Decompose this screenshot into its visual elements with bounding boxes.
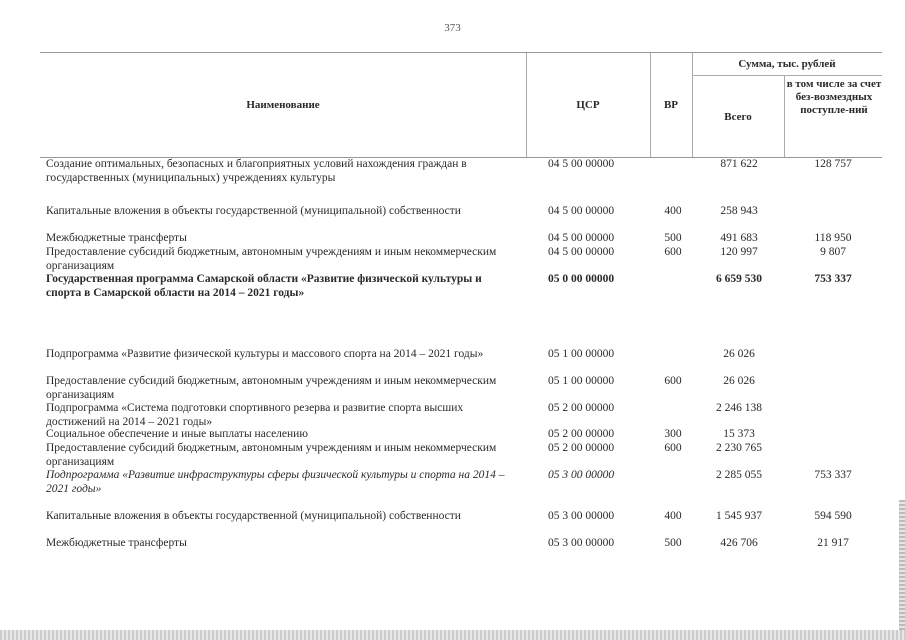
- row-csr: 05 1 00 00000: [548, 375, 615, 387]
- header-name: Наименование: [246, 99, 320, 111]
- row-total: 2 285 055: [716, 469, 762, 481]
- row-name: Межбюджетные трансферты: [46, 232, 187, 244]
- row-name: Подпрограмма «Развитие физической культуры и массового спорта на 2014 – 2021 годы»: [46, 348, 484, 360]
- row-total: 15 373: [723, 428, 755, 440]
- row-vr: 400: [664, 510, 682, 522]
- row-csr: 05 3 00 00000: [548, 469, 615, 481]
- row-bezv: 9 807: [820, 246, 846, 258]
- row-vr: 500: [664, 537, 682, 549]
- row-vr: 600: [664, 375, 682, 387]
- row-name: Социальное обеспечение и иные выплаты населению: [46, 428, 308, 440]
- row-name: Капитальные вложения в объекты государственной (муниципальной) собственности: [46, 510, 461, 522]
- row-name: Предоставление субсидий бюджетным, автономным учреждениям и иным некоммерческим организациям: [46, 246, 497, 272]
- row-csr: 05 1 00 00000: [548, 348, 615, 360]
- scan-artifact: [0, 630, 905, 640]
- row-bezv: 21 917: [817, 537, 849, 549]
- row-total: 26 026: [723, 375, 755, 387]
- row-total: 871 622: [720, 158, 758, 170]
- row-vr: 600: [664, 246, 682, 258]
- row-bezv: 594 590: [814, 510, 852, 522]
- row-name: Межбюджетные трансферты: [46, 537, 187, 549]
- header-sum: Сумма, тыс. рублей: [738, 58, 836, 70]
- row-name: Подпрограмма «Система подготовки спортивного резерва и развитие спорта высших достижений на 2014 – 2021 годы»: [46, 402, 464, 428]
- row-total: 2 230 765: [716, 442, 762, 454]
- row-csr: 05 3 00 00000: [548, 510, 615, 522]
- row-total: 258 943: [720, 205, 758, 217]
- row-name: Создание оптимальных, безопасных и благоприятных условий нахождения граждан в государственных (муниципальных) учреждениях культуры: [46, 158, 467, 184]
- row-name: Государственная программа Самарской области «Развитие физической культуры и спорта в Самарской области на 2014 – 2021 годы»: [46, 273, 482, 299]
- table-header: [40, 52, 882, 158]
- header-divider: [692, 75, 882, 76]
- row-total: 426 706: [720, 537, 758, 549]
- row-csr: 05 2 00 00000: [548, 402, 615, 414]
- row-csr: 04 5 00 00000: [548, 232, 615, 244]
- row-name: Подпрограмма «Развитие инфраструктуры сферы физической культуры и спорта на 2014 – 2021 годы»: [46, 469, 505, 495]
- row-total: 6 659 530: [716, 273, 762, 285]
- row-vr: 400: [664, 205, 682, 217]
- row-name: Предоставление субсидий бюджетным, автономным учреждениям и иным некоммерческим организациям: [46, 442, 497, 468]
- row-bezv: 753 337: [814, 273, 852, 285]
- row-csr: 04 5 00 00000: [548, 205, 615, 217]
- row-csr: 05 2 00 00000: [548, 428, 615, 440]
- row-total: 491 683: [720, 232, 758, 244]
- row-csr: 04 5 00 00000: [548, 158, 615, 170]
- row-bezv: 753 337: [814, 469, 852, 481]
- header-vr: ВР: [663, 99, 679, 111]
- row-csr: 05 3 00 00000: [548, 537, 615, 549]
- header-csr: ЦСР: [576, 99, 600, 111]
- row-csr: 05 0 00 00000: [548, 273, 615, 285]
- row-bezv: 118 950: [814, 232, 852, 244]
- page-number: 373: [444, 22, 461, 34]
- row-vr: 600: [664, 442, 682, 454]
- row-name: Капитальные вложения в объекты государственной (муниципальной) собственности: [46, 205, 461, 217]
- row-total: 26 026: [723, 348, 755, 360]
- row-csr: 04 5 00 00000: [548, 246, 615, 258]
- scan-edge: [899, 500, 905, 630]
- row-bezv: 128 757: [814, 158, 852, 170]
- header-total: Всего: [724, 111, 752, 123]
- column-divider: [784, 75, 785, 157]
- row-vr: 300: [664, 428, 682, 440]
- row-vr: 500: [664, 232, 682, 244]
- row-total: 120 997: [720, 246, 758, 258]
- row-name: Предоставление субсидий бюджетным, автономным учреждениям и иным некоммерческим организациям: [46, 375, 497, 401]
- row-csr: 05 2 00 00000: [548, 442, 615, 454]
- row-total: 1 545 937: [716, 510, 762, 522]
- row-total: 2 246 138: [716, 402, 762, 414]
- header-incl: в том числе за счет без-возмездных поступле-ний: [786, 78, 882, 116]
